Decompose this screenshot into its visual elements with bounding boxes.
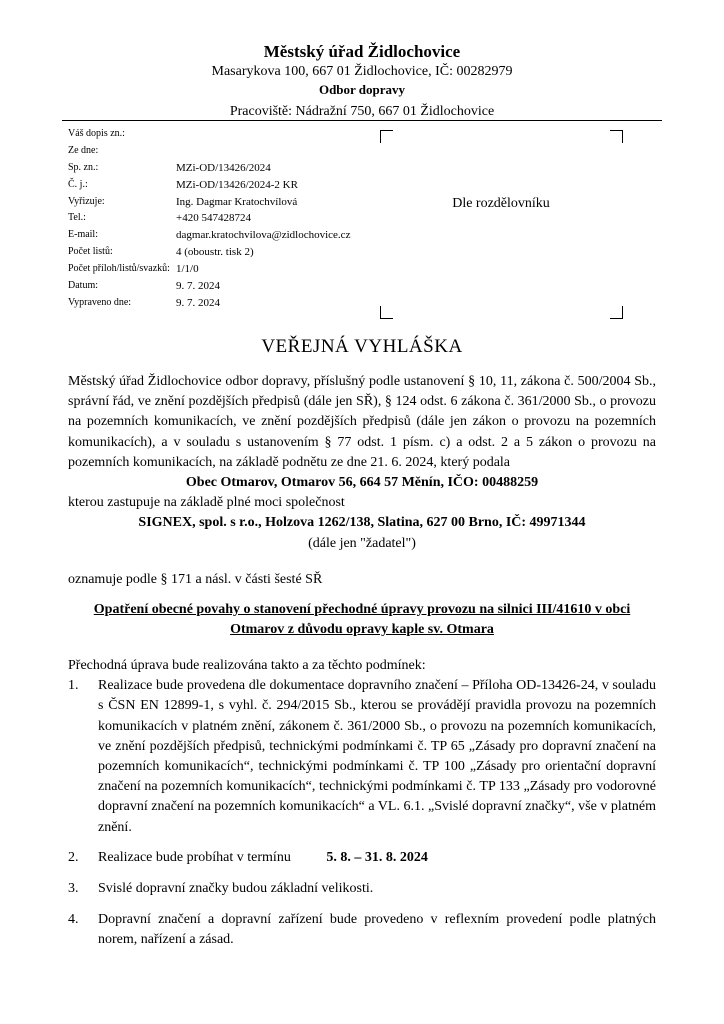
- header-divider: [62, 120, 662, 121]
- meta-row: [68, 126, 378, 143]
- condition-number: 4.: [68, 912, 79, 928]
- reference-block: [68, 126, 378, 312]
- condition-text: Dopravní značení a dopravní zařízení bude provedeno v reflexním provedení podle platných norem, nařízení a zásad.: [98, 912, 656, 948]
- meta-value: MZi-OD/13426/2024: [176, 161, 271, 174]
- meta-key: Č. j.:: [68, 178, 88, 190]
- meta-value: 9. 7. 2024: [176, 296, 220, 309]
- meta-row: [68, 227, 378, 244]
- conditions-intro: Přechodná úprava bude realizována takto a za těchto podmínek:: [68, 658, 426, 674]
- applicant-alias: (dále jen "žadatel"): [308, 535, 416, 551]
- address-window-corner: [610, 130, 623, 143]
- applicant: Obec Otmarov, Otmarov 56, 664 57 Měnín, IČO: 00488259: [185, 475, 539, 491]
- meta-key: Vypraveno dne:: [68, 296, 132, 308]
- document-title: VEŘEJNÁ VYHLÁŠKA: [261, 336, 463, 357]
- meta-key: Tel.:: [68, 212, 86, 224]
- meta-row: [68, 278, 378, 295]
- meta-key: Váš dopis zn.:: [68, 128, 125, 139]
- meta-value: 9. 7. 2024: [176, 280, 220, 293]
- condition-text: Svislé dopravní značky budou základní velikosti.: [98, 881, 374, 897]
- representative: SIGNEX, spol. s r.o., Holzova 1262/138, Slatina, 627 00 Brno, IČ: 49971344: [138, 515, 586, 531]
- address-window-corner: [380, 306, 393, 319]
- meta-value: 1/1/0: [176, 263, 199, 276]
- condition-text: Realizace bude provedena dle dokumentace dopravního značení – Příloha OD-13426-24, v souladu s ČSN EN 12899-1, s vyhl. č. 294/2015 Sb., kterou se provádějí pravidla provozu na pozemních komunikacích v platném znění, zákonem č. 361/2000 Sb., o provozu na pozemních komunikacích, ve znění pozdějších předpisů, technickými podmínkami č. TP 65 „Zásady pro dopravní značení na pozemních komunikacích“, technickými podmínkami č. TP 100 „Zásady pro orientační dopravní značení na pozemních komunikacích“, technickými podmínkami č. TP 133 „Zásady pro vodorovné dopravní značení na pozemních komunikacích“ a VL. 6.1. „Svislé dopravní značky“, vše v platném znění.: [98, 678, 656, 835]
- meta-row: [68, 160, 378, 177]
- meta-key: Vyřizuje:: [68, 195, 105, 207]
- meta-value: dagmar.kratochvilova@zidlochovice.cz: [176, 229, 351, 242]
- meta-key: Datum:: [68, 280, 98, 292]
- address-window-corner: [610, 306, 623, 319]
- meta-row: [68, 143, 378, 160]
- department-name: Odbor dopravy: [318, 82, 406, 97]
- letterhead: [0, 42, 724, 122]
- condition-number: 3.: [68, 881, 79, 897]
- meta-row: [68, 244, 378, 261]
- meta-row: [68, 210, 378, 227]
- recipient: Dle rozdělovníku: [452, 196, 550, 211]
- office-name: Městský úřad Židlochovice: [263, 42, 461, 61]
- meta-key: E-mail:: [68, 229, 98, 241]
- meta-row: [68, 194, 378, 211]
- workplace-address: Pracoviště: Nádražní 750, 667 01 Židlochovice: [229, 104, 495, 119]
- meta-value: MZi-OD/13426/2024-2 KR: [176, 178, 298, 191]
- address-window-corner: [380, 130, 393, 143]
- announcement: oznamuje podle § 171 a násl. v části šesté SŘ: [68, 571, 323, 587]
- conditions-list: [68, 676, 656, 950]
- condition-item: [68, 879, 656, 899]
- document-body: [68, 372, 656, 951]
- representation-text: kterou zastupuje na základě plné moci společnost: [68, 495, 345, 511]
- condition-number: 2.: [68, 849, 79, 865]
- meta-key: Počet listů:: [68, 246, 113, 258]
- office-address: Masarykova 100, 667 01 Židlochovice, IČ: 00282979: [211, 64, 513, 79]
- condition-text: Realizace bude probíhat v termínu: [98, 849, 291, 865]
- meta-row: [68, 177, 378, 194]
- subject-line-1: Opatření obecné povahy o stanovení přechodné úpravy provozu na silnici III/41610 v obci: [93, 602, 631, 618]
- meta-value: Ing. Dagmar Kratochvílová: [176, 195, 298, 208]
- meta-key: Počet příloh/listů/svazků:: [68, 263, 170, 275]
- meta-row: [68, 261, 378, 278]
- condition-item: [68, 848, 656, 868]
- condition-number: 1.: [68, 678, 79, 694]
- meta-key: Ze dne:: [68, 144, 99, 156]
- meta-row: [68, 295, 378, 312]
- meta-value: 4 (oboustr. tisk 2): [176, 246, 254, 259]
- condition-item: [68, 676, 656, 838]
- condition-item: [68, 910, 656, 950]
- intro-paragraph: Městský úřad Židlochovice odbor dopravy, příslušný podle ustanovení § 10, 11, zákona č. 500/2004 Sb., správní řád, ve znění pozdějších předpisů (dále jen SŘ), § 124 odst. 6 zákona č. 361/2000 Sb., o provozu na pozemních komunikacích, ve znění pozdějších předpisů (dále jen zákon o provozu na pozemních komunikacích), a v souladu s ustanovením § 77 odst. 1 písm. c) a odst. 2 a 5 zákon o provozu na pozemních komunikacích, na základě podnětu ze dne 21. 6. 2024, který podala: [68, 374, 656, 470]
- subject-line-2: Otmarov z důvodu opravy kaple sv. Otmara: [230, 622, 494, 638]
- meta-key: Sp. zn.:: [68, 161, 99, 173]
- meta-value: +420 547428724: [176, 212, 251, 225]
- condition-term: 5. 8. – 31. 8. 2024: [326, 849, 428, 865]
